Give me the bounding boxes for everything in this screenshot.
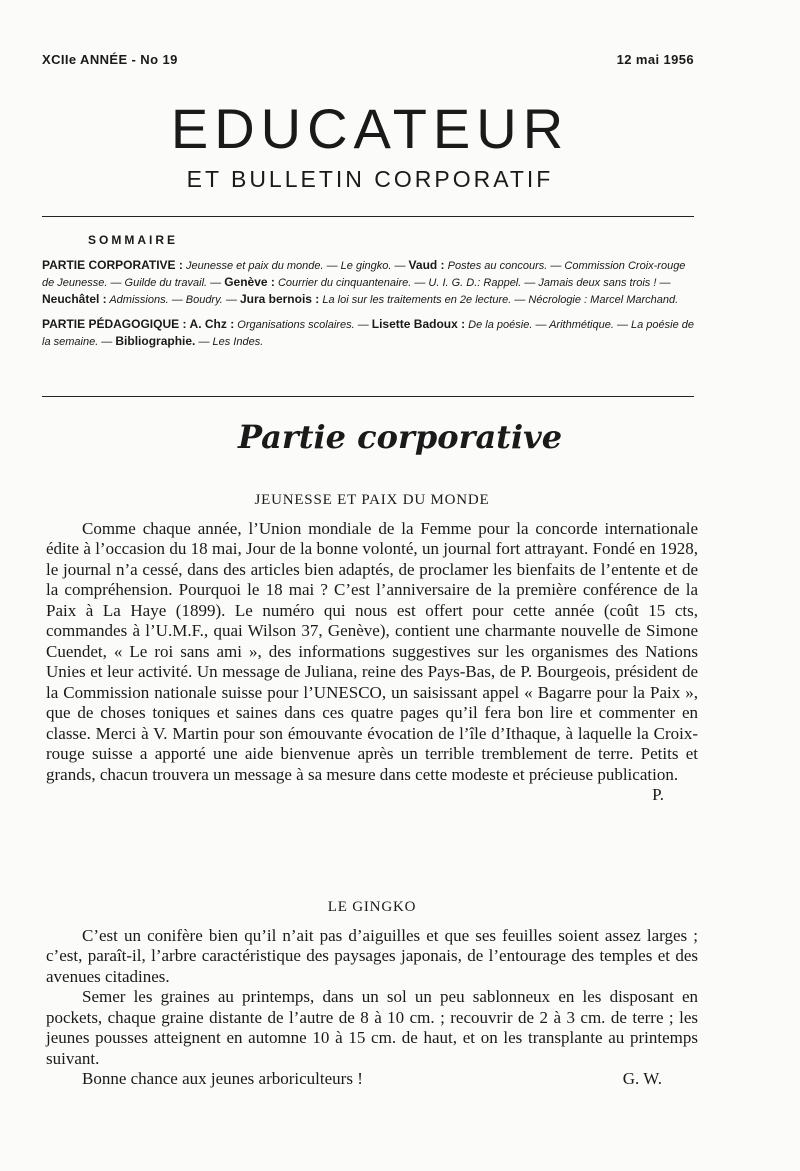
sommaire-entry: — Les Indes. [195, 336, 264, 348]
sommaire-corporative-label: PARTIE CORPORATIVE : [42, 258, 183, 272]
sommaire-entry: Courrier du cinquantenaire. — U. I. G. D.: Rappel. — Jamais deux sans trois ! — [274, 277, 671, 289]
issue-number: XCIIe ANNÉE - No 19 [42, 52, 178, 67]
sommaire-entry: Jeunesse et paix du monde. — Le gingko. — [185, 260, 409, 272]
article-paragraph: Comme chaque année, l’Union mondiale de la Femme pour la concorde internationale édite à l’occasion du 18 mai, Jour de la bonne volonté, un journal fort attrayant. Fondé en 1928, le journal n’a cessé, dans des articles bien adaptés, de proclamer les bienfaits de l’entente et de la compréhension. Pourquoi le 18 mai ? C’est l’anniversaire de la première conférence de la Paix à La Haye (1899). Le numéro qui nous est offert pour cette année (coût 15 cts, commandes à l’U.M.F., quai Wilson 37, Genève), contient une charmante nouvelle de Simone Cuendet, « Le roi sans ami », des informations suggestives sur les organismes des Nations Unies et leur activité. Un message de Juliana, reine des Pays-Bas, de P. Bourgeois, président de la Commission nationale suisse pour l’UNESCO, un saisissant appel « Bagarre pour la Paix », que de choses toniques et saines dans ces quatre pages qu’il fera bon lire et commenter en classe. Merci à V. Martin pour son émouvante évocation de l’île d’Ithaque, à laquelle la Croix-rouge suisse a apporté une aide bienvenue après un terrible tremblement de terre. Petits et grands, chacun trouvera un message à sa mesure dans cette modeste et précieuse publication. [46, 518, 698, 784]
sommaire-heading: SOMMAIRE [88, 233, 178, 247]
sommaire-pedagogique [42, 316, 698, 350]
sommaire-section-name: Neuchâtel : [42, 292, 107, 306]
sommaire-section-name: A. Chz : [189, 317, 235, 331]
closing-line: Bonne chance aux jeunes arboriculteurs ! [82, 1069, 363, 1088]
sommaire-section-name: Bibliographie. [115, 334, 196, 348]
divider-bottom [42, 396, 694, 397]
sommaire-section-name: Jura bernois : [239, 292, 320, 306]
sommaire-pedagogique-label: PARTIE PÉDAGOGIQUE : [42, 317, 187, 331]
sommaire-entry: Organisations scolaires. — [234, 319, 372, 331]
article-paragraph: C’est un conifère bien qu’il n’ait pas d’aiguilles et que ses feuilles soient assez larges ; c’est, paraît-il, l’arbre caractéristique des paysages japonais, de l’entourage des temples et des avenues citadines. [46, 925, 698, 986]
sommaire-entry: Postes au concours. — Commission Croix-rouge de Jeunesse. — Guilde du travail. — [42, 260, 686, 289]
article-title: LE GINGKO [327, 899, 417, 915]
article-title: JEUNESSE ET PAIX DU MONDE [254, 492, 490, 508]
journal-title: EDUCATEUR [170, 97, 570, 160]
sommaire-entry: La loi sur les traitements en 2e lecture. — Nécrologie : Marcel Marchand. [319, 294, 679, 306]
sommaire-entry: De la poésie. — Arithmétique. — La poésie de la semaine. — [42, 319, 695, 348]
sommaire-section-name: Lisette Badoux : [371, 317, 466, 331]
article-jeunesse [46, 490, 698, 806]
table-of-contents [42, 232, 698, 358]
section-title: Partie corporative [237, 418, 563, 456]
article-paragraph [46, 1069, 698, 1090]
article-gingko [46, 897, 698, 1090]
article-signature: P. [652, 785, 664, 804]
article-signature: G. W. [622, 1069, 662, 1088]
sommaire-section-name: Vaud : [408, 258, 445, 272]
sommaire-entry: Admissions. — Boudry. — [106, 294, 240, 306]
sommaire-corporative [42, 257, 698, 308]
article-paragraph: Semer les graines au printemps, dans un sol un peu sablonneux en les disposant en pockets, chaque graine distante de l’autre de 8 à 10 cm. ; recouvrir de 2 à 3 cm. de terre ; les jeunes pousses atteignent en automne 10 à 15 cm. de haut, et on les transplante au printemps suivant. [46, 987, 698, 1068]
journal-subtitle: ET BULLETIN CORPORATIF [186, 166, 554, 192]
sommaire-section-name: Genève : [224, 275, 275, 289]
issue-date: 12 mai 1956 [616, 52, 694, 67]
divider-top [42, 216, 694, 217]
masthead [145, 98, 595, 193]
